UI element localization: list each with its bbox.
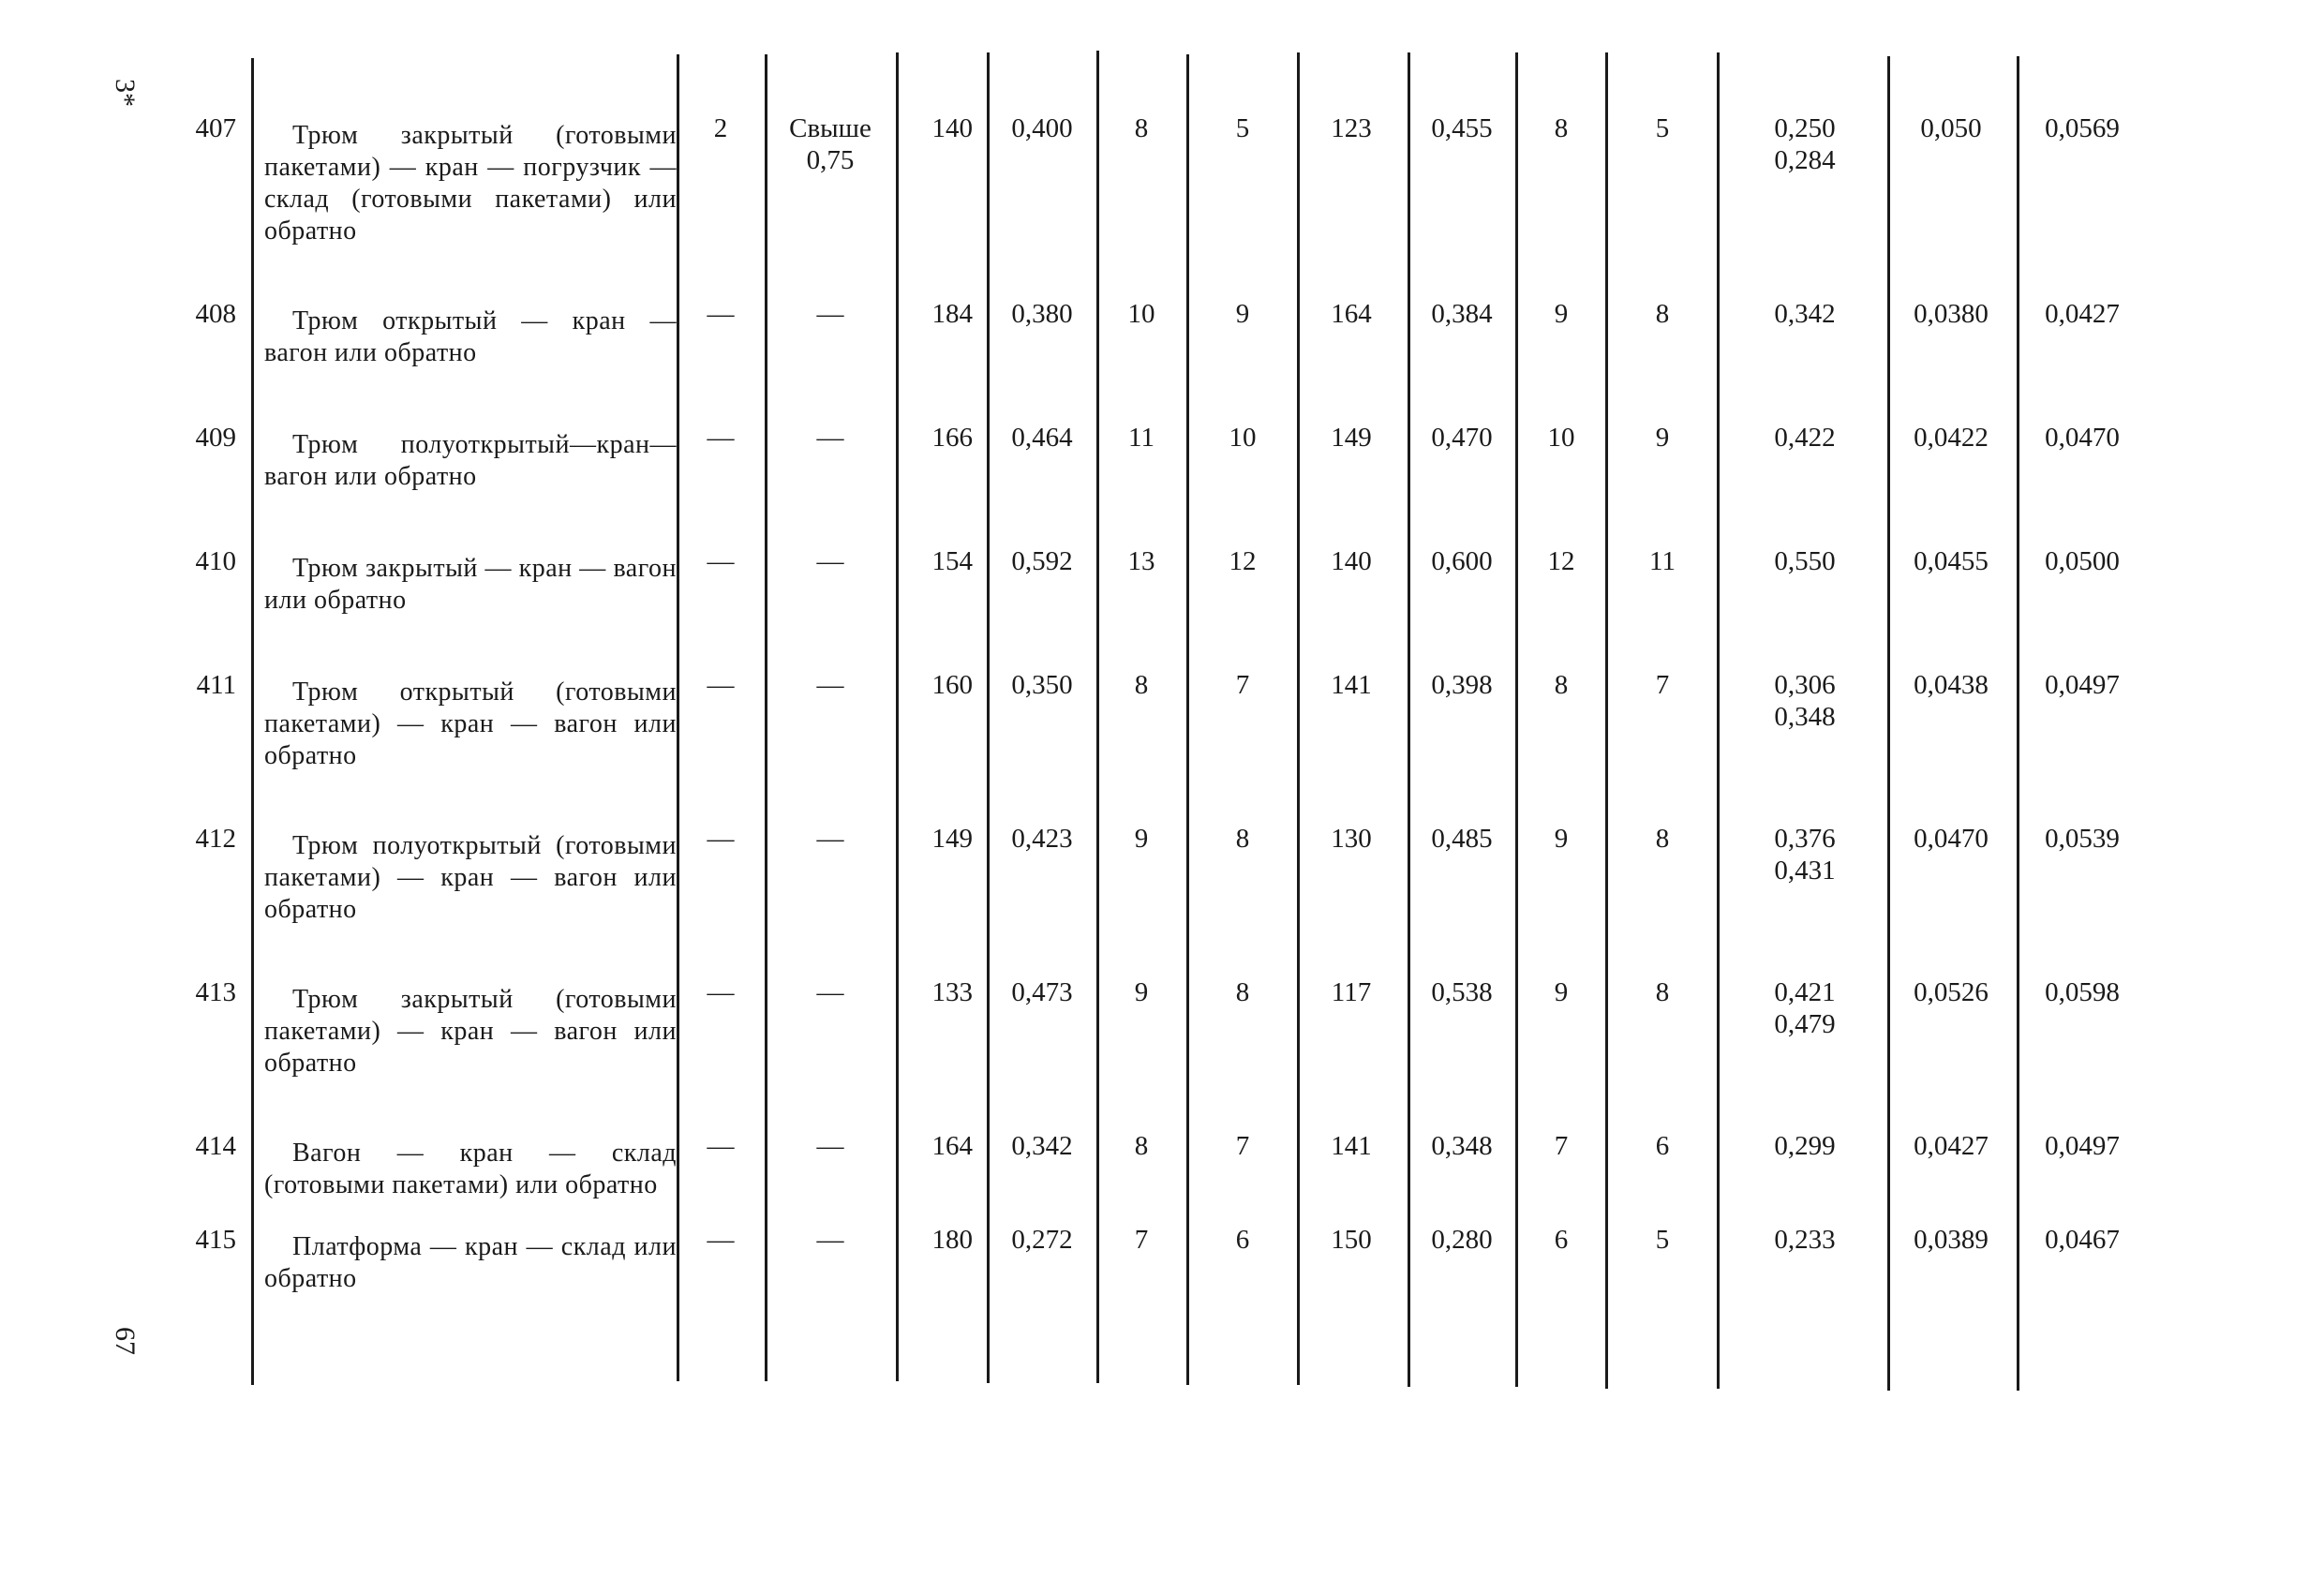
- cell-c6: 10: [1229, 423, 1257, 453]
- cell-c6: 8: [1235, 824, 1250, 854]
- cell-c4: 0,342: [1011, 1131, 1073, 1161]
- cell-c13: 0,0497: [2045, 1131, 2120, 1161]
- operation-description: Трюм полуоткрытый (готовыми пакетами) — кран — вагон или обратно: [264, 831, 677, 924]
- cell-c1: —: [707, 670, 735, 700]
- cell-c11: 0,299: [1774, 1131, 1836, 1161]
- cell-c8: 0,398: [1431, 670, 1493, 700]
- cell-c7: 150: [1331, 1225, 1372, 1255]
- column-rule: [1515, 52, 1518, 1387]
- operation-description: Трюм открытый (готовыми пакетами) — кран — вагон или обратно: [264, 677, 677, 770]
- cell-c3: 164: [931, 1131, 973, 1161]
- cell-c1: —: [707, 1131, 735, 1161]
- cell-c3: 154: [931, 546, 973, 576]
- cell-c10: 8: [1655, 977, 1670, 1007]
- cell-c11: 0,342: [1774, 299, 1836, 329]
- row-number: 407: [195, 113, 236, 143]
- row-number: 411: [196, 670, 236, 700]
- row-number: 412: [195, 824, 236, 854]
- cell-c10: 6: [1655, 1131, 1670, 1161]
- column-rule: [1717, 52, 1720, 1389]
- column-rule: [677, 54, 679, 1381]
- column-rule: [987, 52, 990, 1383]
- cell-c10: 8: [1655, 299, 1670, 329]
- cell-c13: 0,0427: [2045, 299, 2120, 329]
- cell-c4: 0,473: [1011, 977, 1073, 1007]
- cell-c3: 133: [931, 977, 973, 1007]
- cell-c3: 149: [931, 824, 973, 854]
- cell-c10: 9: [1655, 423, 1670, 453]
- cell-c13: 0,0569: [2045, 113, 2120, 143]
- cell-c1: —: [707, 299, 735, 329]
- cell-c8: 0,348: [1431, 1131, 1493, 1161]
- column-rule: [896, 52, 899, 1381]
- cell-c10: 5: [1655, 1225, 1670, 1255]
- operation-description: Трюм полуоткрытый—кран—вагон или обратно: [264, 430, 677, 491]
- cell-c12: 0,0427: [1914, 1131, 1989, 1161]
- cell-c7: 149: [1331, 423, 1372, 453]
- cell-c11: 0,422: [1774, 423, 1836, 453]
- cell-c2: Свыше 0,75: [789, 113, 872, 175]
- row-number: 414: [195, 1131, 236, 1161]
- cell-c10: 7: [1655, 670, 1670, 700]
- cell-c5: 9: [1134, 977, 1149, 1007]
- cell-c2: —: [816, 299, 844, 329]
- cell-c8: 0,600: [1431, 546, 1493, 576]
- cell-c7: 141: [1331, 670, 1372, 700]
- cell-c7: 117: [1331, 977, 1372, 1007]
- column-rule: [1887, 56, 1890, 1391]
- cell-c9: 8: [1554, 113, 1569, 143]
- column-rule: [1186, 54, 1189, 1385]
- cell-c5: 8: [1134, 1131, 1149, 1161]
- column-rule: [1096, 51, 1099, 1383]
- row-number: 415: [195, 1225, 236, 1255]
- cell-c5: 8: [1134, 113, 1149, 143]
- cell-c8: 0,538: [1431, 977, 1493, 1007]
- cell-c4: 0,380: [1011, 299, 1073, 329]
- cell-c10: 5: [1655, 113, 1670, 143]
- cell-c4: 0,423: [1011, 824, 1073, 854]
- cell-c3: 160: [931, 670, 973, 700]
- cell-c8: 0,485: [1431, 824, 1493, 854]
- cell-c10: 11: [1649, 546, 1676, 576]
- cell-c7: 164: [1331, 299, 1372, 329]
- cell-c1: 2: [713, 113, 728, 143]
- cell-c12: 0,0470: [1914, 824, 1989, 854]
- cell-c13: 0,0539: [2045, 824, 2120, 854]
- cell-c6: 7: [1235, 1131, 1250, 1161]
- cell-c6: 6: [1235, 1225, 1250, 1255]
- cell-c7: 123: [1331, 113, 1372, 143]
- cell-c1: —: [707, 546, 735, 576]
- cell-c2: —: [816, 546, 844, 576]
- cell-c3: 166: [931, 423, 973, 453]
- cell-c12: 0,0455: [1914, 546, 1989, 576]
- cell-c1: —: [707, 824, 735, 854]
- cell-c11: 0,421 0,479: [1774, 977, 1836, 1039]
- cell-c11: 0,550: [1774, 546, 1836, 576]
- cell-c11: 0,306 0,348: [1774, 670, 1836, 732]
- cell-c8: 0,470: [1431, 423, 1493, 453]
- cell-c5: 9: [1134, 824, 1149, 854]
- cell-c3: 180: [931, 1225, 973, 1255]
- cell-c2: —: [816, 824, 844, 854]
- cell-c7: 140: [1331, 546, 1372, 576]
- cell-c9: 7: [1554, 1131, 1569, 1161]
- cell-c9: 8: [1554, 670, 1569, 700]
- cell-c3: 184: [931, 299, 973, 329]
- cell-c1: —: [707, 423, 735, 453]
- cell-c5: 8: [1134, 670, 1149, 700]
- cell-c9: 9: [1554, 977, 1569, 1007]
- cell-c5: 11: [1128, 423, 1155, 453]
- cell-c12: 0,0422: [1914, 423, 1989, 453]
- cell-c4: 0,400: [1011, 113, 1073, 143]
- cell-c1: —: [707, 1225, 735, 1255]
- operation-description: Трюм закрытый (готовыми пакетами) — кран — погрузчик — склад (готовыми пакетами) или обратно: [264, 121, 677, 246]
- row-number: 410: [195, 546, 236, 576]
- cell-c4: 0,350: [1011, 670, 1073, 700]
- operation-description: Трюм открытый — кран — вагон или обратно: [264, 306, 677, 367]
- column-rule: [1408, 52, 1410, 1387]
- cell-c4: 0,272: [1011, 1225, 1073, 1255]
- cell-c4: 0,464: [1011, 423, 1073, 453]
- column-rule: [1605, 52, 1608, 1389]
- cell-c7: 130: [1331, 824, 1372, 854]
- cell-c6: 9: [1235, 299, 1250, 329]
- page-number: 67: [110, 1327, 141, 1355]
- cell-c2: —: [816, 670, 844, 700]
- cell-c8: 0,280: [1431, 1225, 1493, 1255]
- cell-c5: 13: [1127, 546, 1155, 576]
- cell-c11: 0,233: [1774, 1225, 1836, 1255]
- cell-c12: 0,0380: [1914, 299, 1989, 329]
- cell-c8: 0,384: [1431, 299, 1493, 329]
- cell-c2: —: [816, 423, 844, 453]
- row-number: 413: [195, 977, 236, 1007]
- cell-c6: 5: [1235, 113, 1250, 143]
- cell-c9: 10: [1547, 423, 1575, 453]
- row-number: 409: [195, 423, 236, 453]
- cell-c11: 0,250 0,284: [1774, 113, 1836, 175]
- cell-c6: 8: [1235, 977, 1250, 1007]
- cell-c12: 0,050: [1920, 113, 1982, 143]
- column-rule: [2017, 56, 2019, 1391]
- column-rule: [765, 54, 767, 1381]
- cell-c7: 141: [1331, 1131, 1372, 1161]
- cell-c3: 140: [931, 113, 973, 143]
- cell-c5: 7: [1134, 1225, 1149, 1255]
- cell-c9: 6: [1554, 1225, 1569, 1255]
- cell-c2: —: [816, 977, 844, 1007]
- cell-c8: 0,455: [1431, 113, 1493, 143]
- column-rule: [1297, 52, 1300, 1385]
- cell-c4: 0,592: [1011, 546, 1073, 576]
- operation-description: Платформа — кран — склад или обратно: [264, 1232, 677, 1293]
- operation-description: Трюм закрытый (готовыми пакетами) — кран — вагон или обратно: [264, 985, 677, 1078]
- cell-c13: 0,0500: [2045, 546, 2120, 576]
- cell-c6: 7: [1235, 670, 1250, 700]
- row-number: 408: [195, 299, 236, 329]
- cell-c12: 0,0526: [1914, 977, 1989, 1007]
- cell-c13: 0,0467: [2045, 1225, 2120, 1255]
- operation-description: Трюм закрытый — кран — вагон или обратно: [264, 554, 677, 615]
- cell-c12: 0,0389: [1914, 1225, 1989, 1255]
- cell-c10: 8: [1655, 824, 1670, 854]
- cell-c2: —: [816, 1131, 844, 1161]
- cell-c9: 9: [1554, 299, 1569, 329]
- cell-c9: 12: [1547, 546, 1575, 576]
- cell-c1: —: [707, 977, 735, 1007]
- cell-c9: 9: [1554, 824, 1569, 854]
- cell-c13: 0,0470: [2045, 423, 2120, 453]
- cell-c12: 0,0438: [1914, 670, 1989, 700]
- cell-c6: 12: [1229, 546, 1257, 576]
- page-signature-mark: 3*: [110, 79, 141, 107]
- cell-c5: 10: [1127, 299, 1155, 329]
- cell-c11: 0,376 0,431: [1774, 824, 1836, 886]
- column-rule: [251, 58, 254, 1385]
- cell-c13: 0,0497: [2045, 670, 2120, 700]
- cell-c13: 0,0598: [2045, 977, 2120, 1007]
- operation-description: Вагон — кран — склад (готовыми пакетами) или обратно: [264, 1139, 677, 1199]
- cell-c2: —: [816, 1225, 844, 1255]
